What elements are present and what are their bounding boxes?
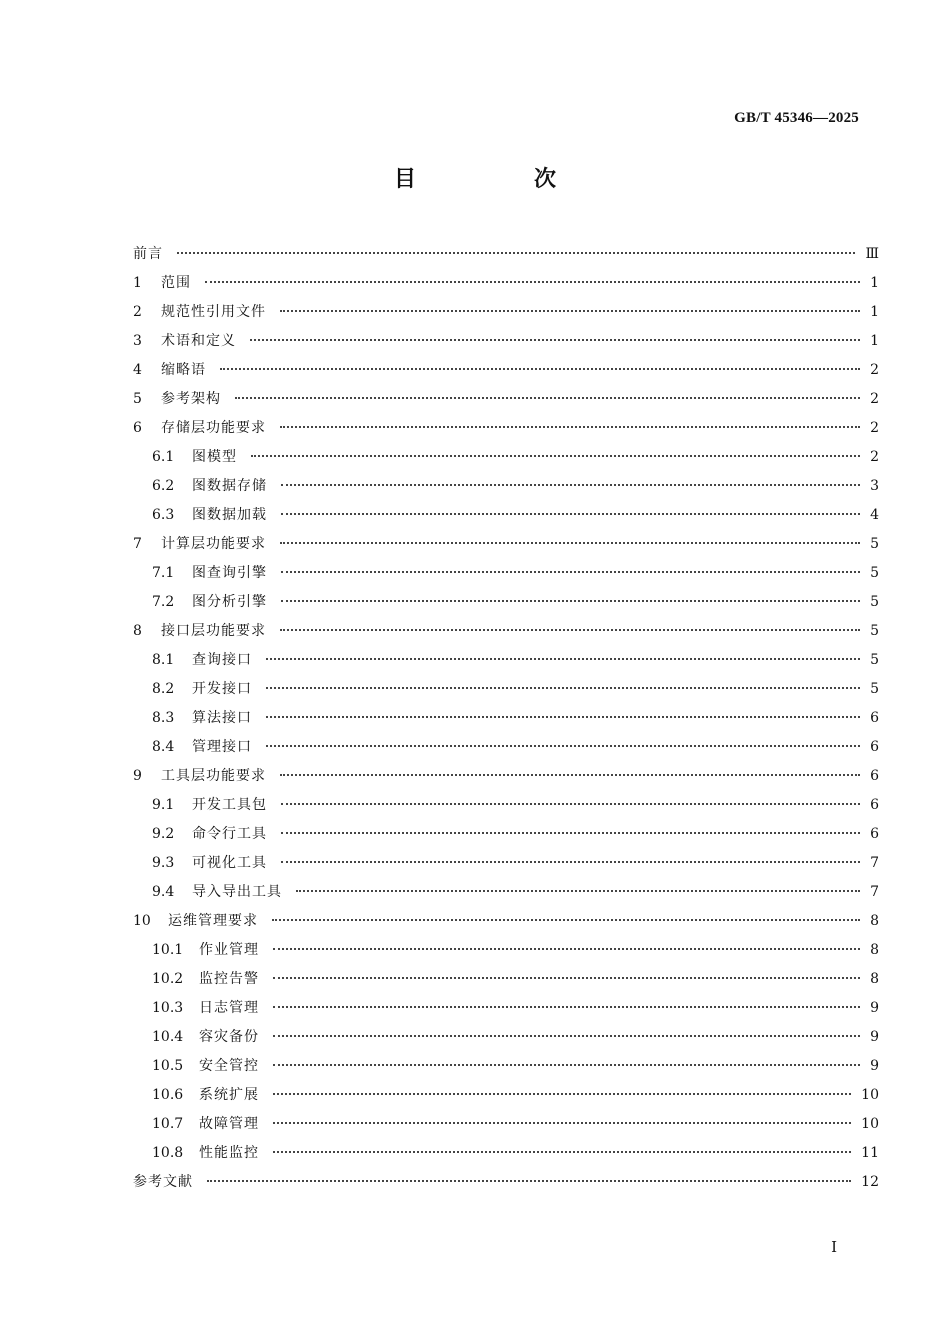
- toc-entry-title: 作业管理: [199, 942, 259, 958]
- toc-entry[interactable]: [133, 1139, 879, 1168]
- toc-entry-title: 图分析引擎: [192, 594, 267, 610]
- dot-leader: [281, 860, 860, 863]
- toc-entry-page: 6: [870, 739, 879, 755]
- dot-leader: [281, 831, 860, 834]
- toc-entry-title: 图数据存储: [192, 478, 267, 494]
- dot-leader: [280, 773, 860, 776]
- toc-entry-number: 6.3: [152, 507, 175, 523]
- toc-entry-page: 5: [870, 681, 879, 697]
- dot-leader: [281, 570, 860, 573]
- dot-leader: [177, 251, 855, 254]
- toc-entry-page: 11: [861, 1145, 879, 1161]
- toc-entry-number: 7.1: [152, 565, 175, 581]
- toc-entry[interactable]: [133, 501, 879, 530]
- toc-entry-page: 5: [870, 565, 879, 581]
- toc-entry-page: 12: [861, 1174, 879, 1190]
- toc-entry-page: 7: [870, 855, 879, 871]
- toc-entry[interactable]: [133, 414, 879, 443]
- toc-entry-title: 开发工具包: [192, 797, 267, 813]
- toc-entry-page: 2: [870, 391, 879, 407]
- dot-leader: [235, 396, 860, 399]
- toc-entry-number: 8.4: [152, 739, 175, 755]
- toc-entry[interactable]: [133, 298, 879, 327]
- toc-entry-number: 10.6: [152, 1087, 184, 1103]
- toc-entry[interactable]: [133, 327, 879, 356]
- toc-entry[interactable]: [133, 849, 879, 878]
- toc-entry[interactable]: [133, 907, 879, 936]
- toc-entry-number: 10.7: [152, 1116, 184, 1132]
- toc-entry-page: 5: [870, 652, 879, 668]
- toc-entry[interactable]: [133, 472, 879, 501]
- toc-entry-title: 容灾备份: [199, 1029, 259, 1045]
- toc-entry-number: 10.3: [152, 1000, 184, 1016]
- toc-entry-page: 2: [870, 420, 879, 436]
- toc-entry-number: 8: [133, 623, 142, 639]
- toc-entry-page: 5: [870, 594, 879, 610]
- toc-entry-title: 存储层功能要求: [161, 420, 266, 436]
- toc-entry[interactable]: [133, 443, 879, 472]
- toc-entry[interactable]: [133, 762, 879, 791]
- dot-leader: [281, 512, 860, 515]
- dot-leader: [273, 1005, 860, 1008]
- toc-entry-page: 9: [870, 1058, 879, 1074]
- dot-leader: [251, 454, 860, 457]
- toc-entry-page: 6: [870, 710, 879, 726]
- toc-entry-page: 1: [870, 275, 879, 291]
- toc-entry-page: 7: [870, 884, 879, 900]
- toc-entry-title: 安全管控: [199, 1058, 259, 1074]
- dot-leader: [296, 889, 860, 892]
- dot-leader: [272, 918, 860, 921]
- dot-leader: [280, 309, 860, 312]
- toc-entry-number: 1: [133, 275, 142, 291]
- toc-entry[interactable]: [133, 646, 879, 675]
- toc-entry-title: 计算层功能要求: [161, 536, 266, 552]
- toc-entry-number: 5: [133, 391, 142, 407]
- dot-leader: [220, 367, 860, 370]
- toc-entry[interactable]: [133, 994, 879, 1023]
- toc-entry-number: 10.4: [152, 1029, 184, 1045]
- toc-entry-title: 可视化工具: [192, 855, 267, 871]
- toc-entry[interactable]: [133, 791, 879, 820]
- table-of-contents: [133, 240, 879, 1197]
- toc-entry-page: 6: [870, 797, 879, 813]
- toc-entry-number: 3: [133, 333, 142, 349]
- dot-leader: [207, 1179, 851, 1182]
- toc-entry-page: Ⅲ: [865, 246, 879, 262]
- toc-entry-number: 6.1: [152, 449, 175, 465]
- toc-entry-title: 运维管理要求: [168, 913, 258, 929]
- toc-entry[interactable]: [133, 820, 879, 849]
- toc-entry-page: 9: [870, 1000, 879, 1016]
- toc-entry[interactable]: [133, 530, 879, 559]
- toc-entry-title: 范围: [161, 275, 191, 291]
- toc-entry-page: 1: [870, 333, 879, 349]
- dot-leader: [273, 1063, 860, 1066]
- toc-entry-title: 性能监控: [199, 1145, 259, 1161]
- toc-entry-page: 1: [870, 304, 879, 320]
- dot-leader: [205, 280, 860, 283]
- dot-leader: [273, 1092, 851, 1095]
- toc-entry-title: 接口层功能要求: [161, 623, 266, 639]
- toc-entry[interactable]: [133, 356, 879, 385]
- page-number: Ⅰ: [831, 1240, 837, 1256]
- toc-entry-number: 4: [133, 362, 142, 378]
- dot-leader: [273, 947, 860, 950]
- toc-entry-title: 开发接口: [192, 681, 252, 697]
- toc-entry-title: 缩略语: [161, 362, 206, 378]
- toc-entry-number: 10: [133, 913, 151, 929]
- dot-leader: [273, 1121, 851, 1124]
- toc-entry-number: 7.2: [152, 594, 175, 610]
- dot-leader: [273, 1034, 860, 1037]
- dot-leader: [281, 802, 860, 805]
- toc-entry-title: 命令行工具: [192, 826, 267, 842]
- dot-leader: [273, 976, 860, 979]
- toc-entry-number: 6: [133, 420, 142, 436]
- toc-entry[interactable]: [133, 878, 879, 907]
- toc-entry-number: 9.3: [152, 855, 175, 871]
- toc-entry-number: 9: [133, 768, 142, 784]
- toc-entry-number: 9.4: [152, 884, 175, 900]
- toc-entry-title: 术语和定义: [161, 333, 236, 349]
- toc-entry-title: 参考文献: [133, 1174, 193, 1190]
- toc-entry[interactable]: [133, 385, 879, 414]
- toc-entry-number: 10.5: [152, 1058, 184, 1074]
- toc-entry-title: 算法接口: [192, 710, 252, 726]
- toc-entry-number: 6.2: [152, 478, 175, 494]
- toc-entry-number: 9.2: [152, 826, 175, 842]
- toc-entry-title: 管理接口: [192, 739, 252, 755]
- toc-entry[interactable]: [133, 1052, 879, 1081]
- toc-entry-title: 规范性引用文件: [161, 304, 266, 320]
- toc-entry-title: 系统扩展: [199, 1087, 259, 1103]
- toc-entry-page: 6: [870, 826, 879, 842]
- toc-entry[interactable]: [133, 559, 879, 588]
- dot-leader: [266, 744, 860, 747]
- toc-entry[interactable]: [133, 1168, 879, 1197]
- toc-entry[interactable]: [133, 1023, 879, 1052]
- toc-entry-number: 8.1: [152, 652, 175, 668]
- toc-entry-number: 9.1: [152, 797, 175, 813]
- toc-entry-page: 5: [870, 536, 879, 552]
- toc-entry-title: 日志管理: [199, 1000, 259, 1016]
- dot-leader: [280, 425, 860, 428]
- dot-leader: [281, 599, 860, 602]
- toc-entry-page: 2: [870, 362, 879, 378]
- dot-leader: [280, 541, 860, 544]
- dot-leader: [266, 715, 860, 718]
- toc-entry-title: 查询接口: [192, 652, 252, 668]
- toc-entry-number: 7: [133, 536, 142, 552]
- dot-leader: [266, 686, 860, 689]
- toc-entry[interactable]: [133, 936, 879, 965]
- toc-entry-title: 工具层功能要求: [161, 768, 266, 784]
- toc-entry-title: 导入导出工具: [192, 884, 282, 900]
- toc-entry-page: 2: [870, 449, 879, 465]
- toc-entry-number: 8.3: [152, 710, 175, 726]
- toc-entry-page: 4: [870, 507, 879, 523]
- toc-entry[interactable]: [133, 588, 879, 617]
- dot-leader: [266, 657, 860, 660]
- toc-entry-page: 10: [861, 1087, 879, 1103]
- dot-leader: [273, 1150, 851, 1153]
- toc-entry[interactable]: [133, 240, 879, 269]
- toc-entry[interactable]: [133, 733, 879, 762]
- toc-entry-number: 8.2: [152, 681, 175, 697]
- toc-entry-page: 10: [861, 1116, 879, 1132]
- toc-entry-page: 6: [870, 768, 879, 784]
- toc-entry-page: 9: [870, 1029, 879, 1045]
- toc-entry-page: 8: [870, 913, 879, 929]
- toc-entry-title: 故障管理: [199, 1116, 259, 1132]
- toc-entry-page: 3: [870, 478, 879, 494]
- toc-entry-title: 图查询引擎: [192, 565, 267, 581]
- toc-entry-title: 参考架构: [161, 391, 221, 407]
- toc-entry[interactable]: [133, 965, 879, 994]
- toc-entry-number: 10.1: [152, 942, 184, 958]
- standard-code: GB/T 45346—2025: [734, 110, 859, 126]
- toc-entry-number: 10.8: [152, 1145, 184, 1161]
- toc-entry[interactable]: [133, 1110, 879, 1139]
- dot-leader: [280, 628, 860, 631]
- toc-entry[interactable]: [133, 704, 879, 733]
- toc-entry-title: 监控告警: [199, 971, 259, 987]
- toc-entry-page: 8: [870, 971, 879, 987]
- dot-leader: [250, 338, 860, 341]
- toc-entry-number: 10.2: [152, 971, 184, 987]
- toc-entry[interactable]: [133, 269, 879, 298]
- toc-entry-page: 5: [870, 623, 879, 639]
- toc-entry[interactable]: [133, 617, 879, 646]
- dot-leader: [281, 483, 860, 486]
- toc-entry-number: 2: [133, 304, 142, 320]
- toc-entry-title: 图数据加载: [192, 507, 267, 523]
- toc-entry-title: 图模型: [192, 449, 237, 465]
- toc-entry-page: 8: [870, 942, 879, 958]
- toc-entry-title: 前言: [133, 246, 163, 262]
- toc-entry[interactable]: [133, 1081, 879, 1110]
- toc-entry[interactable]: [133, 675, 879, 704]
- page-title: 目 次: [393, 167, 604, 192]
